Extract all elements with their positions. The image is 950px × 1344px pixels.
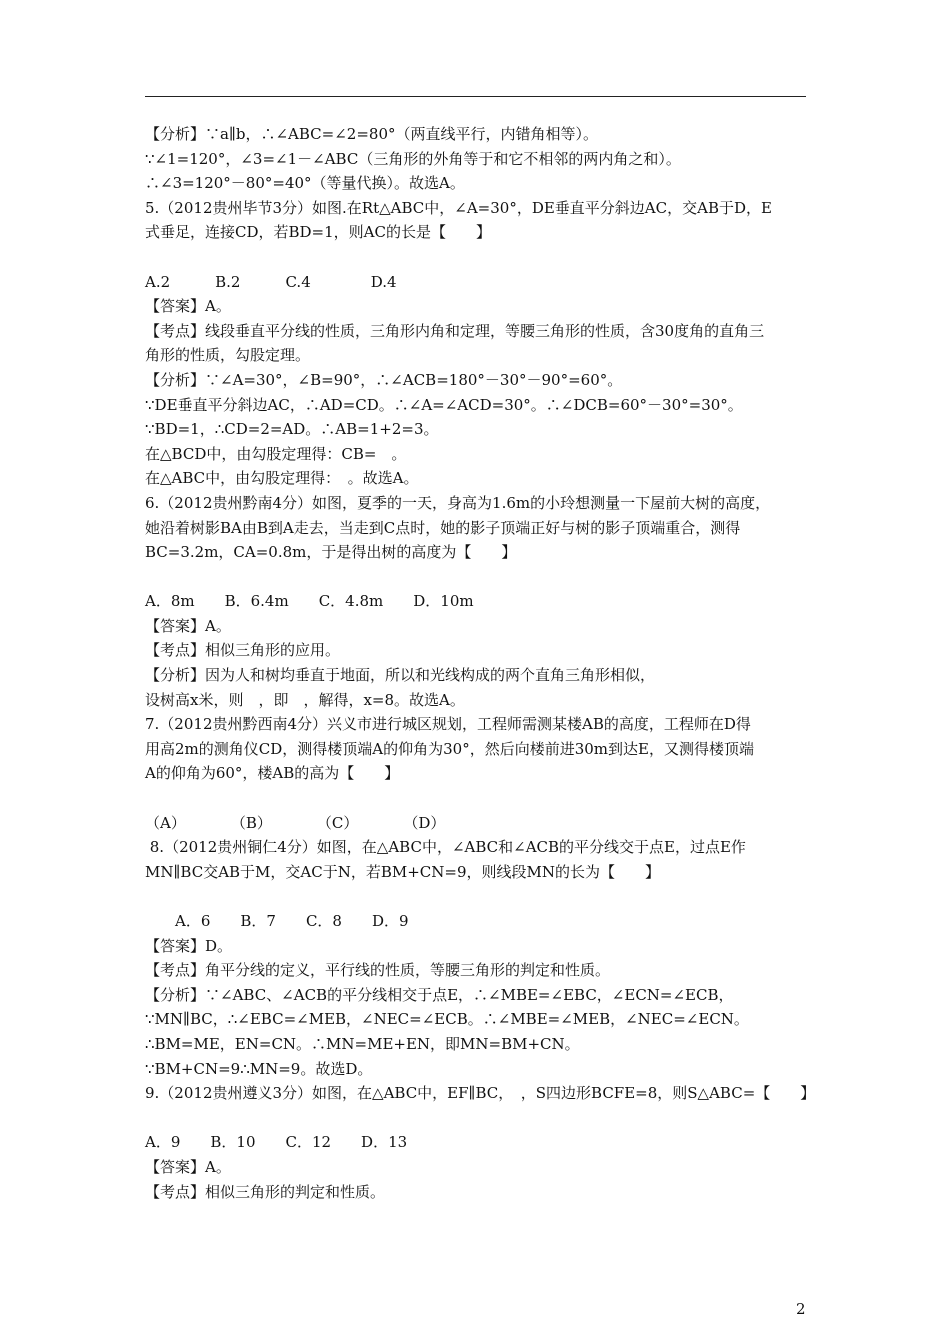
- figure-gap: [145, 565, 825, 590]
- figure-gap: [145, 884, 825, 909]
- answer-line: 【答案】A。: [145, 1157, 231, 1176]
- answer-line: 【答案】D。: [145, 936, 233, 955]
- header-rule: [145, 96, 806, 97]
- text-line: 【分析】∵a∥b，∴∠ABC=∠2=80°（两直线平行，内错角相等）。: [145, 125, 598, 143]
- text-line: 【分析】∵∠A=30°，∠B=90°，∴∠ACB=180°－30°－90°=60°。: [145, 370, 623, 389]
- text-line: ∵BM+CN=9∴MN=9。故选D。: [145, 1059, 373, 1078]
- text-line: ∴∠3=120°－80°=40°（等量代换）。故选A。: [145, 174, 465, 193]
- text-line: ∵DE垂直平分斜边AC，∴AD=CD。∴∠A=∠ACD=30°。∴∠DCB=60°－30°=30°。: [145, 395, 743, 414]
- text-line: 【考点】相似三角形的应用。: [145, 641, 341, 660]
- answer-options: A.2 B.2 C.4 D.4: [145, 272, 397, 291]
- text-line: 式垂足，连接CD，若BD=1，则AC的长是【 】: [145, 223, 491, 242]
- text-line: MN∥BC交AB于M，交AC于N，若BM+CN=9，则线段MN的长为【 】: [145, 862, 660, 881]
- answer-options: （A） （B） （C） （D）: [145, 813, 446, 832]
- text-line: 【考点】相似三角形的判定和性质。: [145, 1182, 386, 1201]
- text-line: A的仰角为60°，楼AB的高为【 】: [145, 764, 400, 783]
- question-8: 8.（2012贵州铜仁4分）如图，在△ABC中，∠ABC和∠ACB的平分线交于点E，过点E作: [145, 838, 746, 857]
- figure-gap: [145, 786, 825, 811]
- text-line: 她沿着树影BA由B到A走去，当走到C点时，她的影子顶端正好与树的影子顶端重合，测得: [145, 518, 741, 537]
- answer-line: 【答案】A。: [145, 297, 231, 316]
- text-line: 在△BCD中，由勾股定理得：CB= 。: [145, 444, 407, 463]
- text-line: 【分析】∵∠ABC、∠ACB的平分线相交于点E，∴∠MBE=∠EBC，∠ECN=∠ECB，: [145, 985, 734, 1004]
- text-line: ∵∠1=120°，∠3=∠1－∠ABC（三角形的外角等于和它不相邻的两内角之和）。: [145, 149, 681, 168]
- question-9: 9.（2012贵州遵义3分）如图，在△ABC中，EF∥BC， ，S四边形BCFE=8，则S△ABC=【 】: [145, 1084, 816, 1103]
- text-line: 【考点】线段垂直平分线的性质，三角形内角和定理，等腰三角形的性质，含30度角的直角三: [145, 321, 765, 340]
- text-line: ∵BD=1，∴CD=2=AD。∴AB=1+2=3。: [145, 420, 439, 439]
- text-line: 【考点】角平分线的定义，平行线的性质，等腰三角形的判定和性质。: [145, 961, 611, 980]
- text-line: 设树高x米，则 ，即 ，解得，x=8。故选A。: [145, 690, 465, 709]
- page-number: 2: [796, 1300, 806, 1318]
- figure-gap: [145, 245, 825, 270]
- document-body: [145, 122, 825, 1204]
- answer-options: A．8m B．6.4m C．4.8m D．10m: [145, 592, 474, 611]
- text-line: 【分析】因为人和树均垂直于地面，所以和光线构成的两个直角三角形相似，: [145, 666, 656, 685]
- answer-options: A．6 B．7 C．8 D．9: [145, 912, 409, 930]
- text-line: 角形的性质，勾股定理。: [145, 346, 311, 365]
- text-line: 在△ABC中，由勾股定理得： 。故选A。: [145, 469, 419, 488]
- question-5: 5.（2012贵州毕节3分）如图.在Rt△ABC中，∠A=30°，DE垂直平分斜边AC，交AB于D，E: [145, 198, 772, 217]
- text-line: BC=3.2m，CA=0.8m，于是得出树的高度为【 】: [145, 543, 517, 562]
- figure-gap: [145, 1106, 825, 1131]
- answer-options: A．9 B．10 C．12 D．13: [145, 1133, 408, 1152]
- question-6: 6.（2012贵州黔南4分）如图，夏季的一天，身高为1.6m的小玲想测量一下屋前大树的高度，: [145, 493, 771, 512]
- answer-line: 【答案】A。: [145, 616, 231, 635]
- text-line: ∵MN∥BC，∴∠EBC=∠MEB，∠NEC=∠ECB。∴∠MBE=∠MEB，∠NEC=∠ECN。: [145, 1010, 749, 1029]
- question-7: 7.（2012贵州黔西南4分）兴义市进行城区规划，工程师需测某楼AB的高度，工程师在D得: [145, 715, 751, 734]
- text-line: ∴BM=ME，EN=CN。∴MN=ME+EN，即MN=BM+CN。: [145, 1034, 580, 1053]
- text-line: 用高2m的测角仪CD，测得楼顶端A的仰角为30°，然后向楼前进30m到达E，又测得楼顶端: [145, 739, 754, 758]
